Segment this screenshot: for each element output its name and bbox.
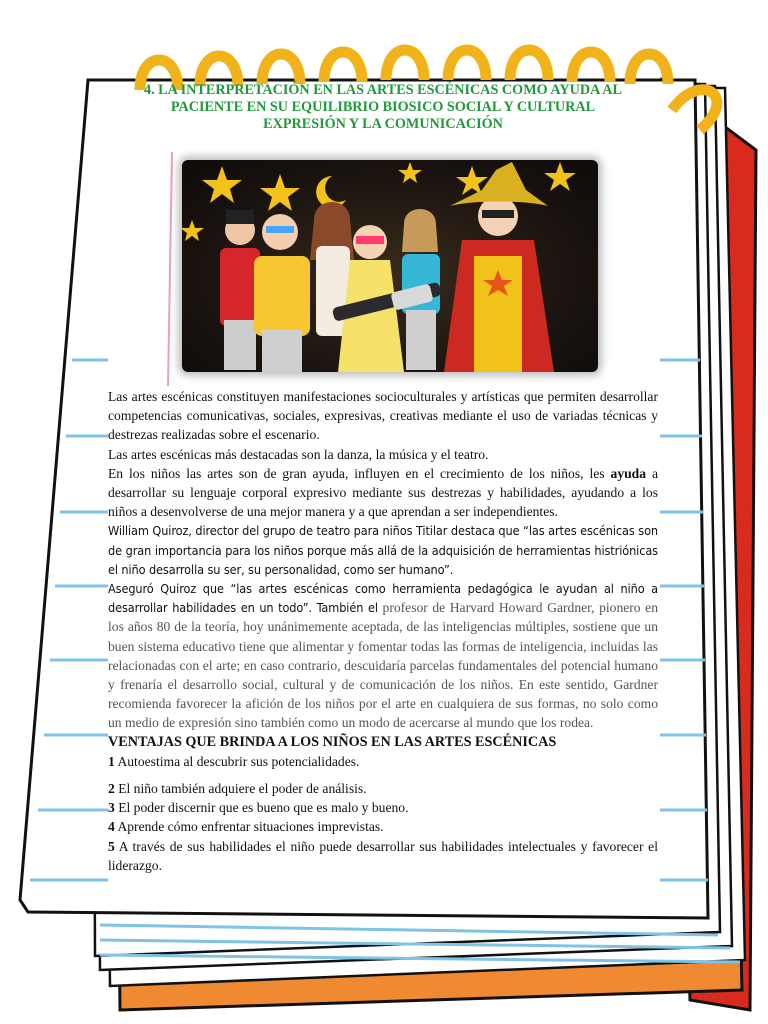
advantage-number: 1: [108, 753, 115, 769]
advantage-number: 2: [108, 781, 115, 797]
page-title-line-2: PACIENTE EN SU EQUILIBRIO BIOSICO SOCIAL Y CULTURAL: [170, 99, 596, 115]
paragraph-3: [108, 464, 658, 522]
paragraph-5-text-a: Aseguró Quiroz que “las artes escénicas como herramienta pedagógica le ayudan al niño a desarrollar habilidades en un todo”. También el: [108, 581, 658, 616]
advantage-text: El poder discernir que es bueno que es malo y bueno.: [114, 800, 409, 816]
advantage-number: 5: [108, 838, 115, 854]
paragraph-4: William Quiroz, director del grupo de teatro para niños Titilar destaca que “las artes escénicas son de gran importancia para los niños porque más allá de la adquisición de herramientas histriónicas el niño desarrolla su ser, su personalidad, como ser humano”.: [108, 523, 658, 577]
advantage-item-5: [108, 837, 658, 875]
paragraph-3-text-b: a desarrollar su lenguaje corporal expresivo mediante sus destrezas y habilidades, ayudando a los niños a desenvolverse de una mejor manera y a que aprendan a ser independientes.: [108, 465, 658, 520]
children-illustration: [182, 160, 598, 372]
advantage-number: 3: [108, 800, 115, 816]
advantage-number: 4: [108, 819, 115, 835]
paragraph-5: [108, 579, 658, 733]
paragraph-3-text-a: En los niños las artes son de gran ayuda, influyen en el crecimiento de los niños, les: [108, 465, 611, 481]
kid-2: [254, 214, 310, 372]
advantages-heading: VENTAJAS QUE BRINDA A LOS NIÑOS EN LAS ARTES ESCÉNICAS: [108, 733, 557, 750]
paragraph-3-bold: ayuda: [610, 465, 647, 481]
advantage-text: Aprende cómo enfrentar situaciones imprevistas.: [114, 819, 384, 835]
advantage-text: A través de sus habilidades el niño puede desarrollar sus habilidades intelectuales y favorecer el liderazgo.: [108, 838, 658, 873]
advantage-item-4: [108, 817, 658, 836]
advantage-text: Autoestima al descubrir sus potencialidades.: [114, 753, 360, 769]
advantage-text: El niño también adquiere el poder de análisis.: [114, 781, 367, 797]
advantage-item-2: [108, 779, 658, 798]
children-costume-photo: [182, 160, 598, 372]
kid-wizard: [444, 162, 554, 372]
page-title-line-1: 4. LA INTERPRETACIÓN EN LAS ARTES ESCÉNICAS COMO AYUDA AL: [143, 82, 623, 98]
title-block: [108, 82, 658, 133]
paragraph-1: Las artes escénicas constituyen manifestaciones socioculturales y artísticas que permiten desarrollar competencias comunicativas, sociales, expresivas, creativas mediante el uso de variadas técnicas y destrezas realizadas sobre el escenario.: [108, 389, 658, 443]
advantage-item-1: [108, 752, 658, 771]
paragraph-2: Las artes escénicas más destacadas son la danza, la música y el teatro.: [108, 446, 489, 462]
advantage-item-3: [108, 798, 658, 817]
page-title-line-3: EXPRESIÓN Y LA COMUNICACIÓN: [263, 116, 503, 132]
article-body: [108, 387, 658, 875]
paragraph-5-text-b: profesor de Harvard Howard Gardner, pionero en los años 80 de la teoría, hoy unánimemente aceptada, de las inteligencias múltiples, sostiene que un buen sistema educativo tiene que alimentar y fomentar todas las formas de inteligencia, incluidas las relacionadas con el arte; en caso contrario, descuidaría parcelas fundamentales del potencial humano y frenaría el desarrollo social, cultural y de comunicación de los niños. En este sentido, Gardner recomienda favorecer la afición de los niños por el arte en cualquiera de sus formas, no solo como un medio de expresión sino también como un modo de acercarse al mundo que los rodea.: [108, 600, 658, 731]
